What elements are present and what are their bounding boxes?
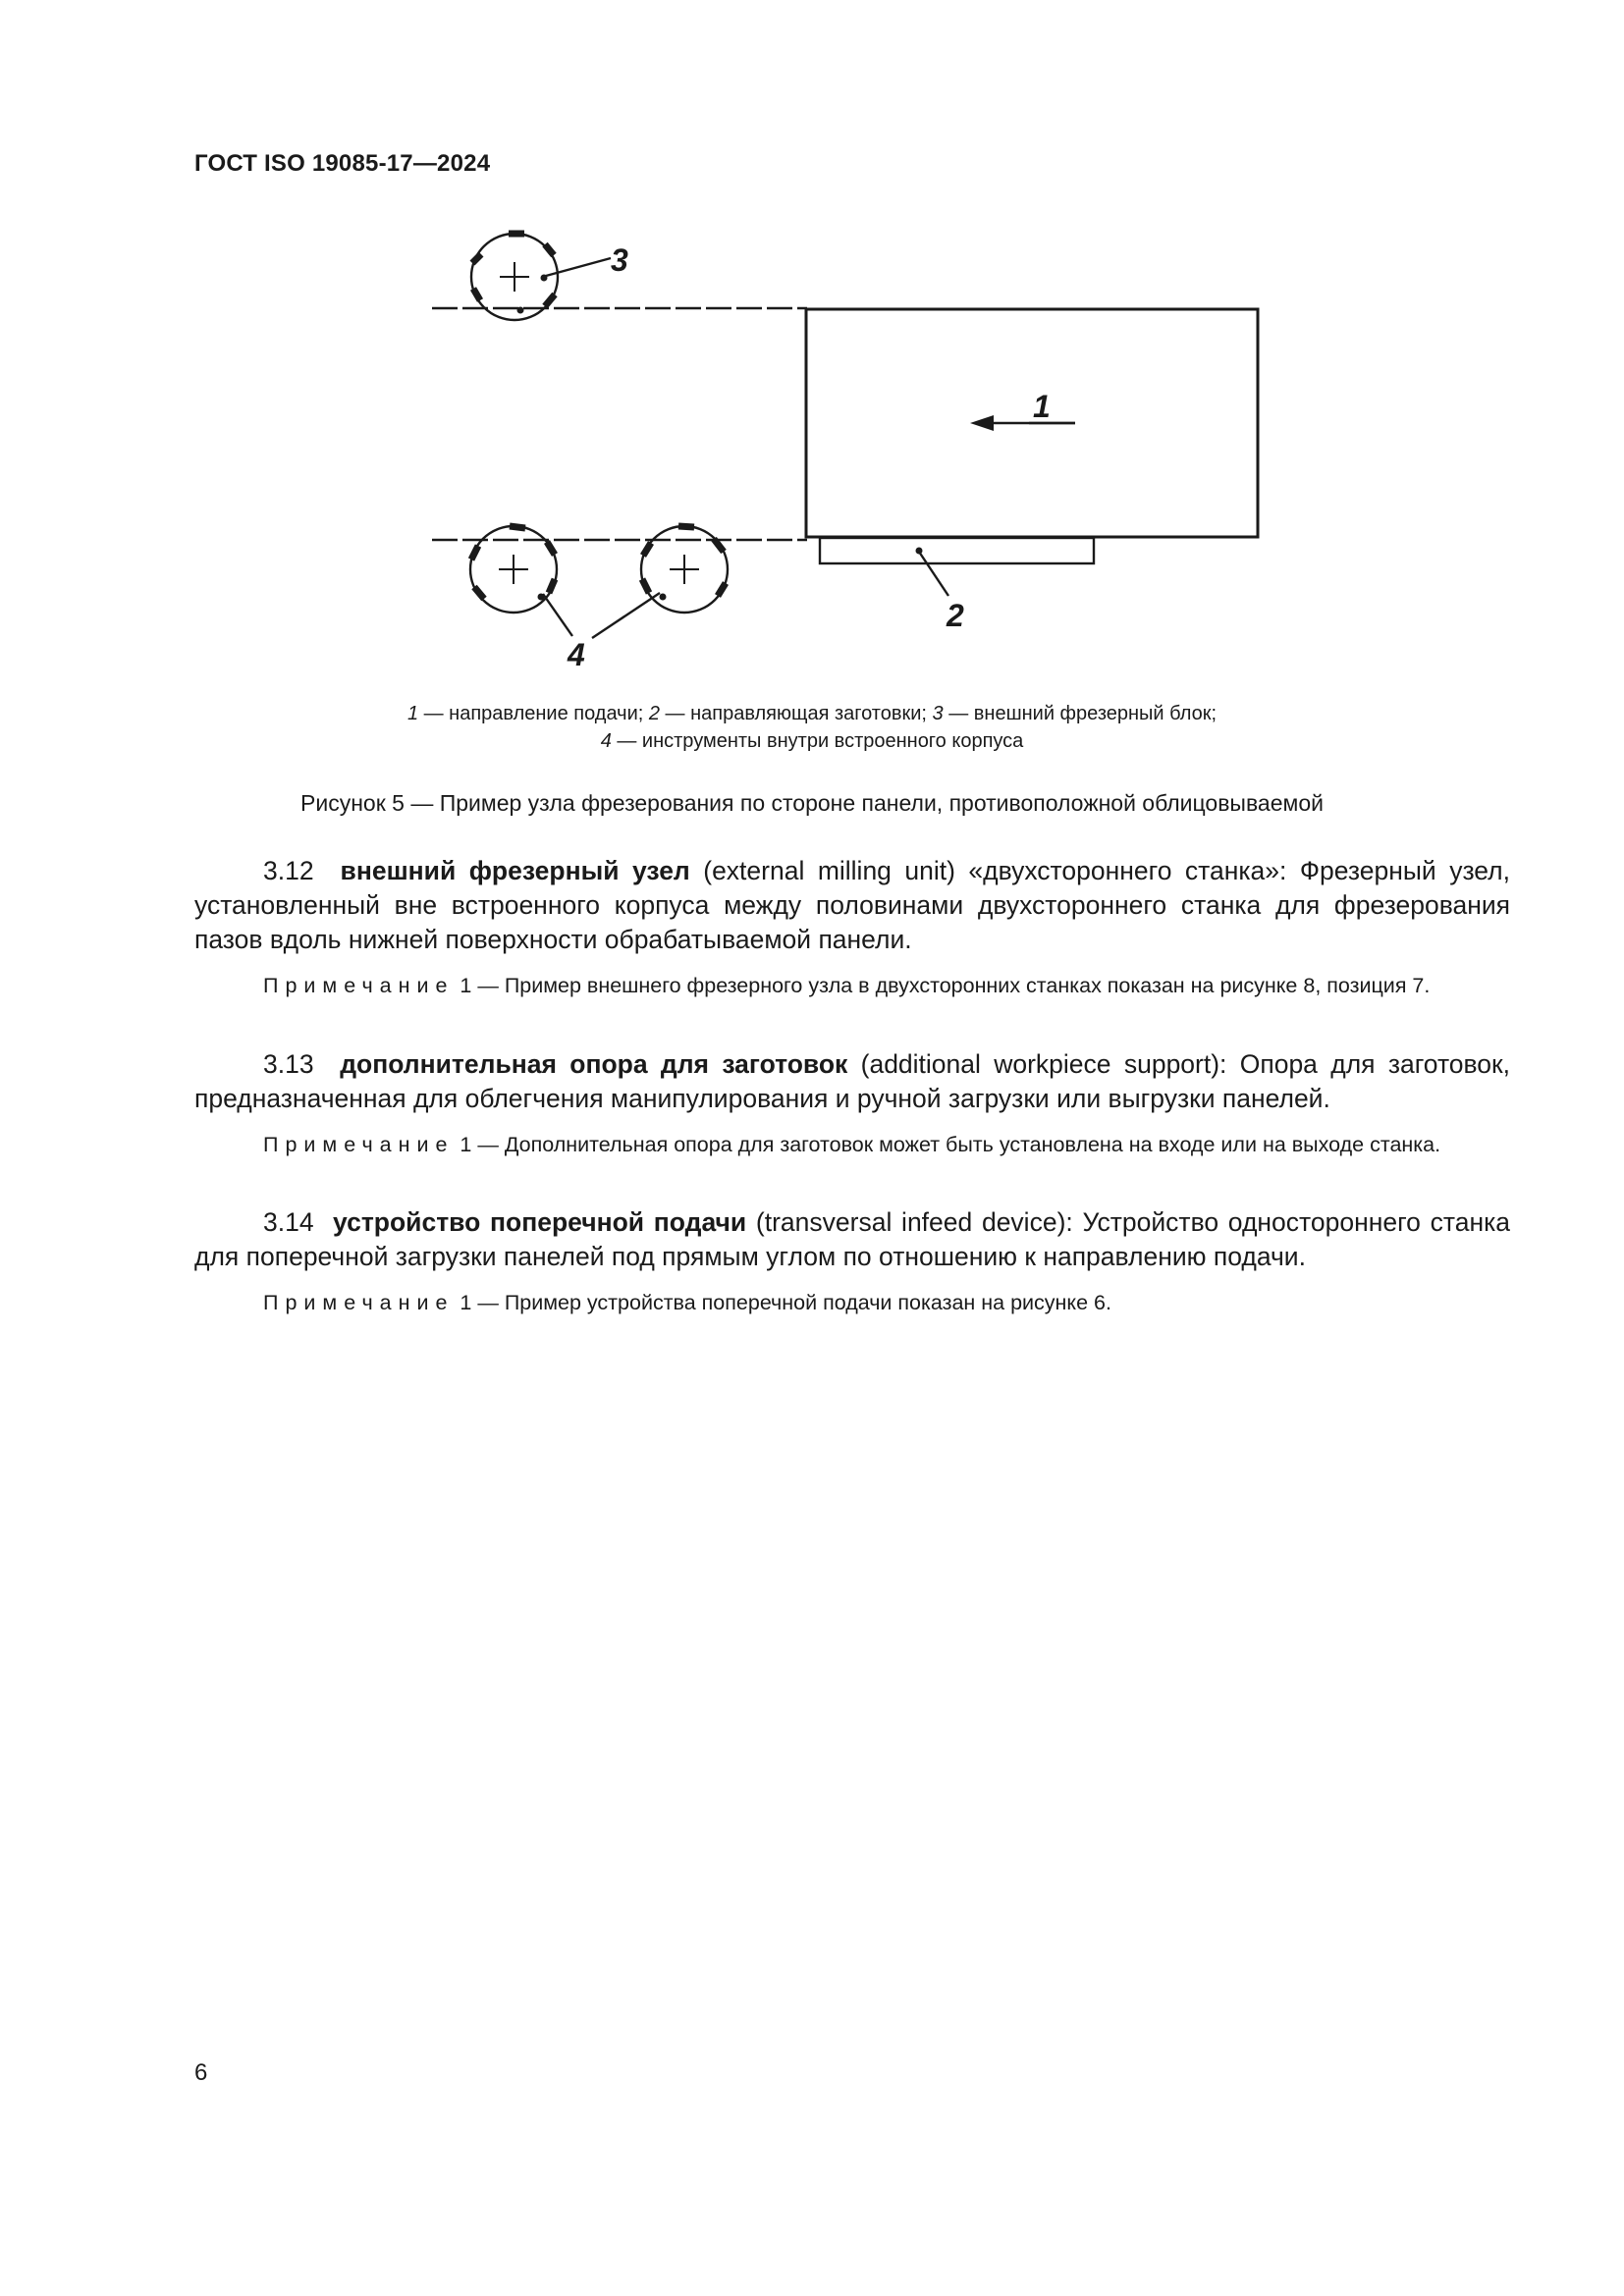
note-paragraph: Примечание 1 — Дополнительная опора для заготовок может быть установлена на входе или на выходе станка. bbox=[263, 1133, 1441, 1156]
figure-legend-line-2: 4 — инструменты внутри встроенного корпуса bbox=[600, 730, 1024, 752]
legend-num-2: 2 bbox=[648, 703, 660, 724]
leader-line-4b bbox=[592, 593, 660, 638]
legend-num-4: 4 bbox=[600, 730, 612, 752]
term: дополнительная опора для заготовок bbox=[340, 1049, 848, 1079]
definition-paragraph: 3.12 внешний фрезерный узел (external milling unit) «двухстороннего станка»: Фрезерный узел, установленный вне встроенного корпуса между половинами двухстороннего станка для фрезерования пазов вдоль нижней поверхности обрабатываемой панели. bbox=[194, 856, 1510, 954]
definition-paragraph: 3.14 устройство поперечной подачи (transversal infeed device): Устройство одностороннего станка для поперечной загрузки панелей под прямым углом по отношению к направлению подачи. bbox=[194, 1207, 1510, 1271]
leader-line-2 bbox=[919, 552, 948, 596]
definition-paragraph: 3.13 дополнительная опора для заготовок (additional workpiece support): Опора для заготовок, предназначенная для облегчения манипулирования и ручной загрузки или выгрузки панелей. bbox=[194, 1049, 1511, 1113]
section-3-14 bbox=[194, 1205, 1510, 1318]
note-paragraph: Примечание 1 — Пример устройства поперечной подачи показан на рисунке 6. bbox=[263, 1291, 1111, 1314]
callout-1: 1 bbox=[1033, 389, 1051, 424]
callout-2: 2 bbox=[947, 598, 964, 633]
term: устройство поперечной подачи bbox=[333, 1207, 747, 1237]
term: внешний фрезерный узел bbox=[340, 856, 690, 885]
legend-num-1: 1 bbox=[406, 703, 419, 724]
document-header: ГОСТ ISO 19085-17—2024 bbox=[194, 150, 491, 177]
feed-arrow-head bbox=[970, 415, 994, 431]
figure-legend-line-1: 1 — направление подачи; 2 — направляющая заготовки; 3 — внешний фрезерный блок; bbox=[406, 703, 1218, 724]
figure-5-diagram bbox=[0, 0, 1624, 746]
note-paragraph: Примечание 1 — Пример внешнего фрезерного узла в двухсторонних станках показан на рисунке 8, позиция 7. bbox=[263, 974, 1431, 997]
guide-marker-dot bbox=[916, 548, 923, 555]
legend-num-3: 3 bbox=[932, 703, 944, 724]
page-number: 6 bbox=[194, 2059, 208, 2086]
callout-4: 4 bbox=[568, 637, 585, 672]
workpiece-guide bbox=[820, 538, 1094, 563]
callout-3: 3 bbox=[611, 242, 628, 278]
leader-line-4a bbox=[543, 594, 572, 636]
section-3-13 bbox=[194, 1047, 1510, 1160]
section-3-12 bbox=[194, 854, 1510, 1001]
figure-caption: Рисунок 5 — Пример узла фрезерования по стороне панели, противоположной облицовываемой bbox=[300, 790, 1324, 816]
